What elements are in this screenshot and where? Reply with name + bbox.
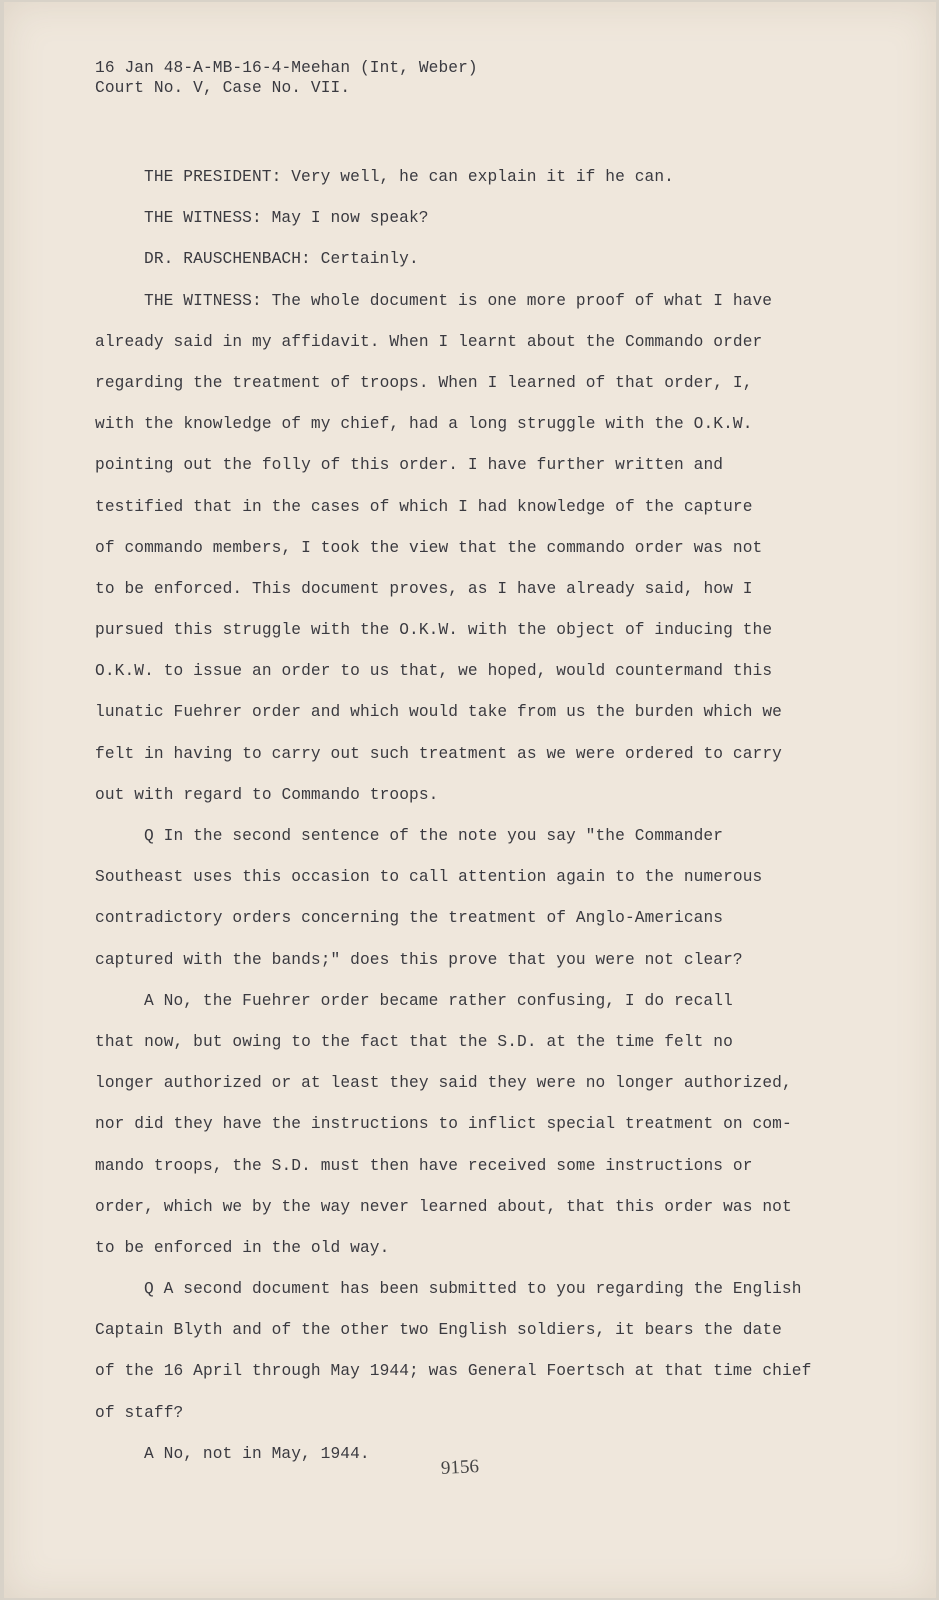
- transcript-line: THE WITNESS: May I now speak?: [144, 209, 429, 228]
- transcript-line: Q A second document has been submitted to you regarding the English: [144, 1280, 802, 1299]
- transcript-line: testified that in the cases of which I had knowledge of the capture: [95, 497, 753, 516]
- transcript-line: nor did they have the instructions to inflict special treatment on com-: [95, 1115, 792, 1134]
- header-court-case: Court No. V, Case No. VII.: [95, 79, 351, 97]
- transcript-line: THE PRESIDENT: Very well, he can explain it if he can.: [144, 168, 674, 186]
- transcript-line: of the 16 April through May 1944; was General Foertsch at that time chief: [95, 1362, 812, 1381]
- transcript-line: THE WITNESS: The whole document is one more proof of what I have: [144, 291, 773, 310]
- transcript-line: Southeast uses this occasion to call attention again to the numerous: [95, 868, 763, 887]
- transcript-line: to be enforced in the old way.: [95, 1238, 390, 1257]
- transcript-line: lunatic Fuehrer order and which would take from us the burden which we: [95, 703, 782, 722]
- transcript-line: longer authorized or at least they said they were no longer authorized,: [95, 1074, 792, 1093]
- transcript-line: that now, but owing to the fact that the S.D. at the time felt no: [95, 1032, 733, 1051]
- transcript-line: DR. RAUSCHENBACH: Certainly.: [144, 250, 419, 269]
- transcript-line: contradictory orders concerning the treatment of Anglo-Americans: [95, 909, 724, 928]
- transcript-line: with the knowledge of my chief, had a long struggle with the O.K.W.: [95, 415, 753, 434]
- transcript-line: Captain Blyth and of the other two English soldiers, it bears the date: [95, 1321, 782, 1340]
- transcript-line: O.K.W. to issue an order to us that, we hoped, would countermand this: [95, 662, 773, 681]
- page-number: 9156: [440, 1456, 480, 1479]
- header-reference: 16 Jan 48-A-MB-16-4-Meehan (Int, Weber): [95, 59, 478, 77]
- transcript-line: already said in my affidavit. When I learnt about the Commando order: [95, 332, 763, 351]
- transcript-body: [95, 157, 855, 1475]
- transcript-line: regarding the treatment of troops. When I learned of that order, I,: [95, 373, 753, 392]
- transcript-line: felt in having to carry out such treatment as we were ordered to carry: [95, 744, 782, 763]
- transcript-line: of commando members, I took the view that the commando order was not: [95, 538, 763, 557]
- transcript-line: Q In the second sentence of the note you say "the Commander: [144, 827, 724, 845]
- transcript-line: out with regard to Commando troops.: [95, 785, 439, 804]
- document-page: [4, 2, 936, 1598]
- transcript-line: pointing out the folly of this order. I have further written and: [95, 456, 724, 475]
- transcript-line: pursued this struggle with the O.K.W. with the object of inducing the: [95, 621, 773, 640]
- transcript-line: of staff?: [95, 1403, 184, 1422]
- document-header: [95, 58, 478, 98]
- transcript-line: A No, the Fuehrer order became rather confusing, I do recall: [144, 991, 733, 1010]
- transcript-line: captured with the bands;" does this prove that you were not clear?: [95, 950, 743, 969]
- transcript-line: to be enforced. This document proves, as I have already said, how I: [95, 579, 753, 598]
- transcript-line: order, which we by the way never learned about, that this order was not: [95, 1197, 792, 1216]
- transcript-line: mando troops, the S.D. must then have received some instructions or: [95, 1156, 753, 1175]
- transcript-line: A No, not in May, 1944.: [144, 1444, 370, 1463]
